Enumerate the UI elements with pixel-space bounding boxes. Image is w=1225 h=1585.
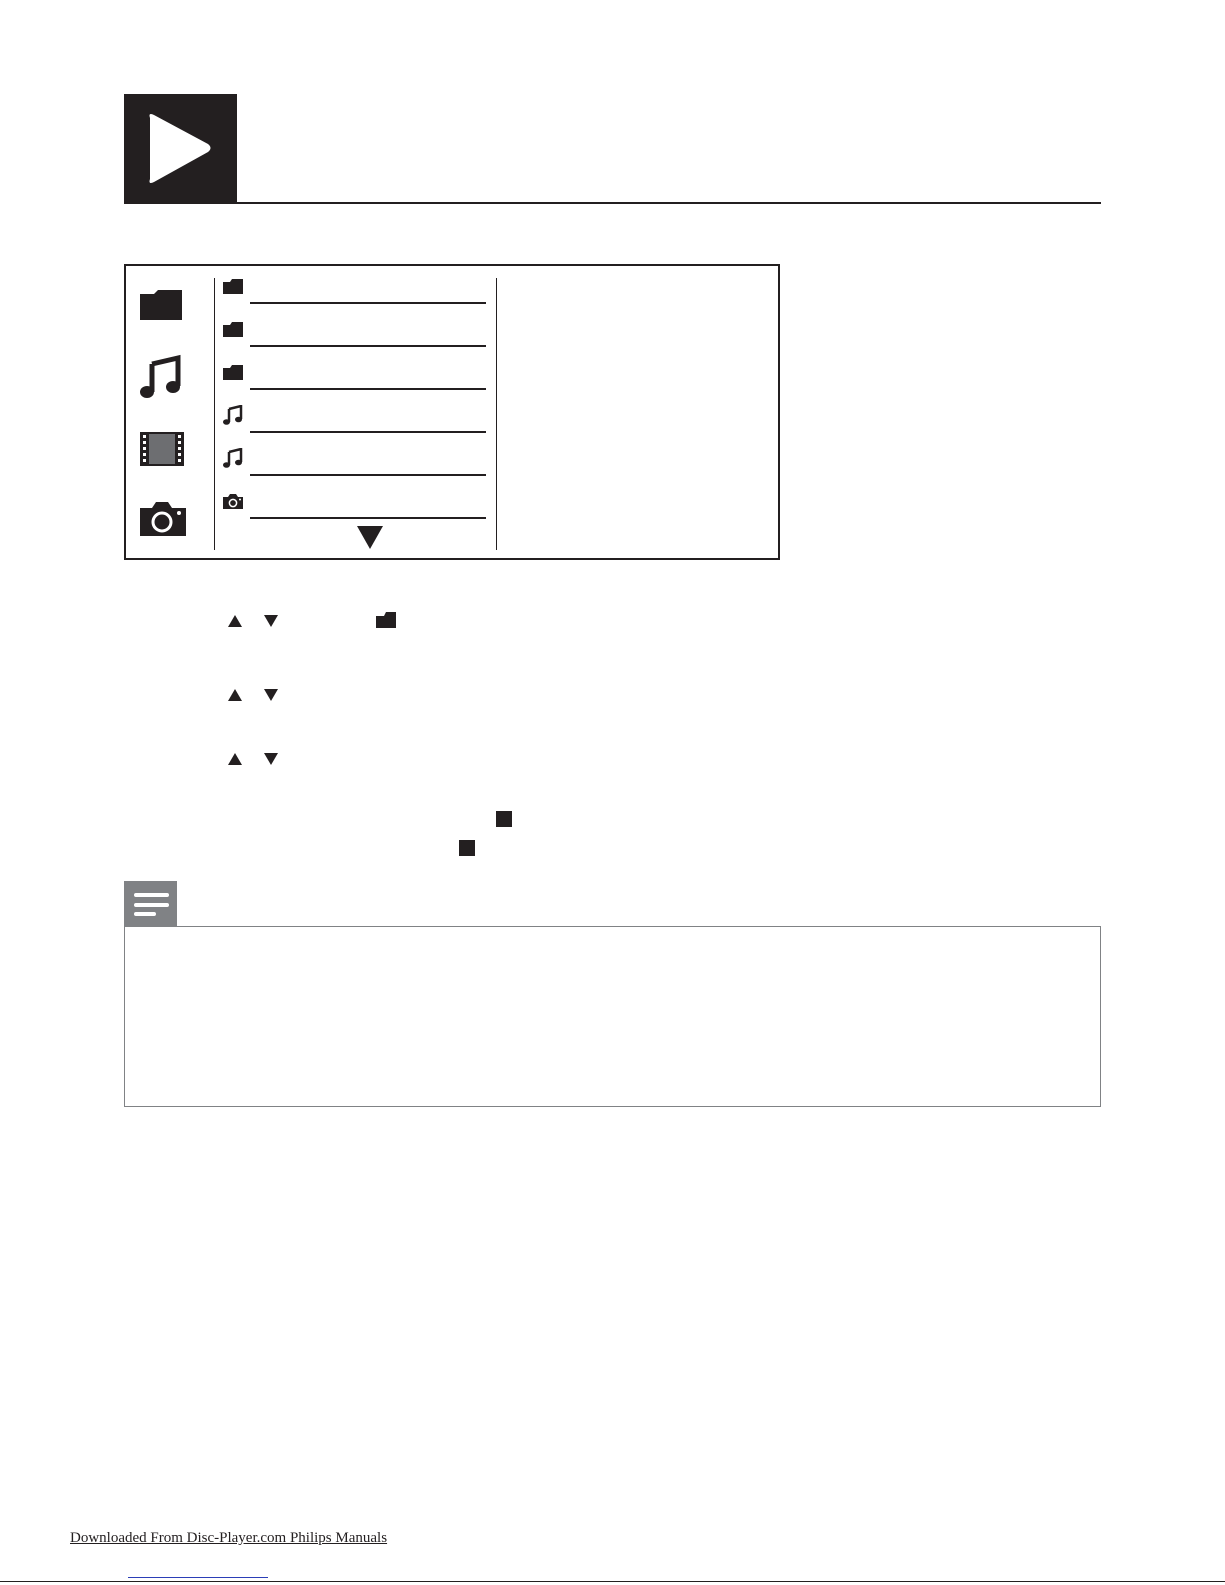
list-item-line bbox=[250, 431, 486, 433]
list-item-music[interactable] bbox=[222, 403, 488, 433]
down-arrow-icon bbox=[263, 614, 279, 633]
list-item-line bbox=[250, 388, 486, 390]
download-source-link[interactable]: Downloaded From Disc-Player.com Philips Manuals bbox=[70, 1530, 388, 1546]
up-arrow-icon bbox=[227, 752, 243, 771]
list-item-folder[interactable] bbox=[222, 274, 488, 304]
list-item-line bbox=[250, 302, 486, 304]
list-item-folder[interactable] bbox=[222, 317, 488, 347]
triangle-down-icon bbox=[356, 524, 384, 550]
browser-divider-left bbox=[214, 278, 215, 550]
list-item-line bbox=[250, 345, 486, 347]
header-rule bbox=[124, 202, 1101, 204]
note-tab bbox=[124, 881, 177, 927]
down-arrow-icon bbox=[263, 752, 279, 771]
folder-icon bbox=[375, 610, 397, 635]
folder-icon bbox=[138, 280, 188, 330]
list-item-folder[interactable] bbox=[222, 360, 488, 390]
browser-divider-right bbox=[496, 278, 497, 550]
down-arrow-icon bbox=[263, 688, 279, 707]
chapter-tab bbox=[124, 94, 237, 204]
scroll-down-indicator[interactable] bbox=[356, 524, 384, 550]
stop-icon bbox=[459, 840, 475, 861]
up-arrow-icon bbox=[227, 614, 243, 633]
footer-accent-rule bbox=[128, 1577, 268, 1578]
music-note-icon bbox=[222, 405, 244, 425]
stop-icon bbox=[496, 811, 512, 832]
music-note-icon bbox=[222, 448, 244, 468]
film-strip-icon bbox=[138, 426, 188, 476]
list-item-music[interactable] bbox=[222, 446, 488, 476]
list-item-photo[interactable] bbox=[222, 489, 488, 519]
up-arrow-icon bbox=[227, 688, 243, 707]
music-note-icon bbox=[138, 352, 188, 402]
list-item-line bbox=[250, 474, 486, 476]
note-box bbox=[124, 926, 1101, 1107]
list-item-line bbox=[250, 517, 486, 519]
footer-rule bbox=[0, 1581, 1225, 1582]
folder-icon bbox=[222, 362, 244, 382]
camera-icon bbox=[138, 492, 188, 542]
play-icon bbox=[124, 94, 237, 204]
file-browser-illustration bbox=[124, 264, 780, 560]
camera-icon bbox=[222, 491, 244, 511]
folder-icon bbox=[222, 319, 244, 339]
folder-icon bbox=[222, 276, 244, 296]
note-lines-icon bbox=[124, 881, 177, 927]
